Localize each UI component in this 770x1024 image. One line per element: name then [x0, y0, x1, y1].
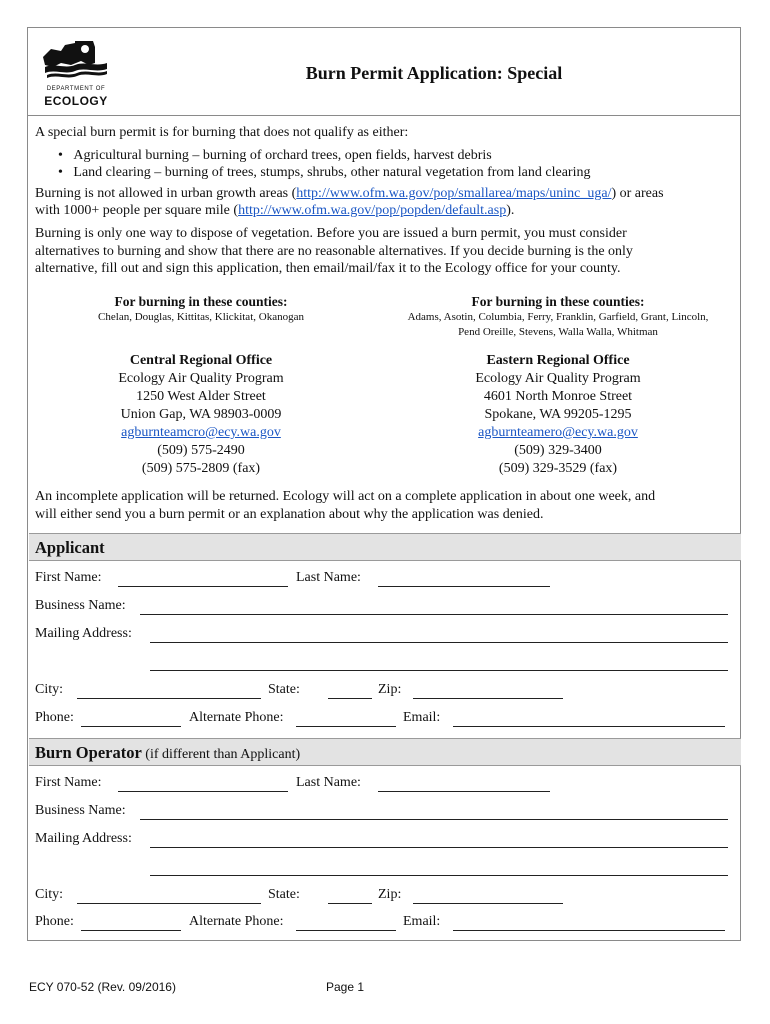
population-density-link[interactable]: http://www.ofm.wa.gov/pop/popden/default.asp	[238, 203, 507, 218]
office-city: Spokane, WA 99205-1295	[484, 407, 632, 422]
business-name-label: Business Name:	[35, 598, 126, 613]
logo-ecology-text: ECOLOGY	[44, 94, 108, 108]
state-label: State:	[268, 887, 300, 902]
office-phone: (509) 329-3400	[514, 443, 602, 458]
applicant-state-field[interactable]	[328, 698, 372, 699]
eastern-counties	[393, 294, 723, 340]
office-name: Central Regional Office	[129, 353, 273, 368]
applicant-email-field[interactable]	[453, 726, 725, 727]
email-label: Email:	[403, 710, 441, 725]
office-program: Ecology Air Quality Program	[475, 371, 641, 386]
last-name-label: Last Name:	[296, 570, 361, 585]
office-phone: (509) 575-2490	[157, 443, 245, 458]
operator-phone-field[interactable]	[81, 930, 181, 931]
alternatives-text: Burning is only one way to dispose of vegetation. Before you are issued a burn permit, you must consider alternatives to burning and show that there are no reasonable alternatives. If you decide burning is the only alternative, fill out and sign this application, then email/mail/fax it to the Ecology office for your county.	[35, 226, 633, 276]
applicant-address-line2-field[interactable]	[150, 670, 728, 671]
applicant-phone-field[interactable]	[81, 726, 181, 727]
office-program: Ecology Air Quality Program	[118, 371, 284, 386]
last-name-label: Last Name:	[296, 775, 361, 790]
section-title: Burn Operator (if different than Applicant)	[35, 743, 301, 762]
bullet-item: • Agricultural burning – burning of orchard trees, open fields, harvest debris	[58, 148, 492, 163]
operator-address-line2-field[interactable]	[150, 875, 728, 876]
office-email-link[interactable]: agburnteamero@ecy.wa.gov	[478, 425, 638, 440]
operator-business-name-field[interactable]	[140, 819, 728, 820]
office-email-link[interactable]: agburnteamcro@ecy.wa.gov	[121, 425, 281, 440]
email-label: Email:	[403, 914, 441, 929]
operator-email-field[interactable]	[453, 930, 725, 931]
applicant-last-name-field[interactable]	[378, 586, 550, 587]
ecology-logo	[41, 39, 111, 109]
mailing-address-label: Mailing Address:	[35, 831, 132, 846]
office-fax: (509) 329-3529 (fax)	[498, 461, 618, 476]
applicant-section-header	[29, 533, 741, 561]
office-name: Eastern Regional Office	[486, 353, 630, 368]
page-title: Burn Permit Application: Special	[305, 63, 563, 83]
operator-city-field[interactable]	[77, 903, 261, 904]
section-title: Applicant	[35, 538, 105, 557]
alternate-phone-label: Alternate Phone:	[189, 710, 284, 725]
applicant-business-name-field[interactable]	[140, 614, 728, 615]
logo-department-text: DEPARTMENT OF	[46, 86, 106, 92]
form-header	[28, 28, 740, 116]
phone-label: Phone:	[35, 710, 74, 725]
mailing-address-label: Mailing Address:	[35, 626, 132, 641]
zip-label: Zip:	[378, 887, 402, 902]
page-number: Page 1	[326, 980, 365, 994]
bullet-list	[58, 147, 738, 181]
urban-growth-text: Burning is not allowed in urban growth areas (http://www.ofm.wa.gov/pop/smallarea/maps/uninc_uga/) or areas with 1000+ people per square mile (http://www.ofm.wa.gov/pop/popden/default.asp).	[35, 186, 664, 218]
applicant-city-field[interactable]	[77, 698, 261, 699]
applicant-first-name-field[interactable]	[118, 586, 288, 587]
office-city: Union Gap, WA 98903-0009	[120, 407, 282, 422]
applicant-address-field[interactable]	[150, 642, 728, 643]
office-street: 4601 North Monroe Street	[483, 389, 633, 404]
applicant-zip-field[interactable]	[413, 698, 563, 699]
counties-list: Pend Oreille, Stevens, Walla Walla, Whitman	[458, 326, 658, 338]
bullet-item: • Land clearing – burning of trees, stumps, shrubs, other natural vegetation from land clearing	[58, 165, 591, 180]
office-fax: (509) 575-2809 (fax)	[141, 461, 261, 476]
first-name-label: First Name:	[35, 570, 102, 585]
operator-state-field[interactable]	[328, 903, 372, 904]
operator-last-name-field[interactable]	[378, 791, 550, 792]
counties-heading: For burning in these counties:	[471, 294, 645, 309]
intro-text: A special burn permit is for burning that does not qualify as either:	[35, 125, 409, 140]
city-label: City:	[35, 887, 64, 902]
operator-address-field[interactable]	[150, 847, 728, 848]
operator-section-header	[29, 738, 741, 766]
operator-alt-phone-field[interactable]	[296, 930, 396, 931]
zip-label: Zip:	[378, 682, 402, 697]
incomplete-notice: An incomplete application will be returned. Ecology will act on a complete application in about one week, and will either send you a burn permit or an explanation about why the application was denied.	[35, 489, 656, 522]
phone-label: Phone:	[35, 914, 74, 929]
central-office	[36, 352, 366, 478]
operator-zip-field[interactable]	[413, 903, 563, 904]
first-name-label: First Name:	[35, 775, 102, 790]
city-label: City:	[35, 682, 64, 697]
counties-list: Chelan, Douglas, Kittitas, Klickitat, Okanogan	[98, 311, 304, 323]
form-frame	[27, 27, 741, 941]
counties-heading: For burning in these counties:	[114, 294, 288, 309]
state-label: State:	[268, 682, 300, 697]
counties-list: Adams, Asotin, Columbia, Ferry, Franklin, Garfield, Grant, Lincoln,	[407, 311, 709, 323]
eastern-office	[393, 352, 723, 478]
business-name-label: Business Name:	[35, 803, 126, 818]
alternate-phone-label: Alternate Phone:	[189, 914, 284, 929]
operator-first-name-field[interactable]	[118, 791, 288, 792]
uga-map-link[interactable]: http://www.ofm.wa.gov/pop/smallarea/maps/uninc_uga/	[296, 186, 612, 201]
section-note: (if different than Applicant)	[141, 747, 301, 762]
central-counties	[36, 294, 366, 325]
washington-state-logo-icon	[41, 39, 111, 85]
applicant-alt-phone-field[interactable]	[296, 726, 396, 727]
office-street: 1250 West Alder Street	[136, 389, 266, 404]
form-id: ECY 070-52 (Rev. 09/2016)	[29, 980, 176, 994]
